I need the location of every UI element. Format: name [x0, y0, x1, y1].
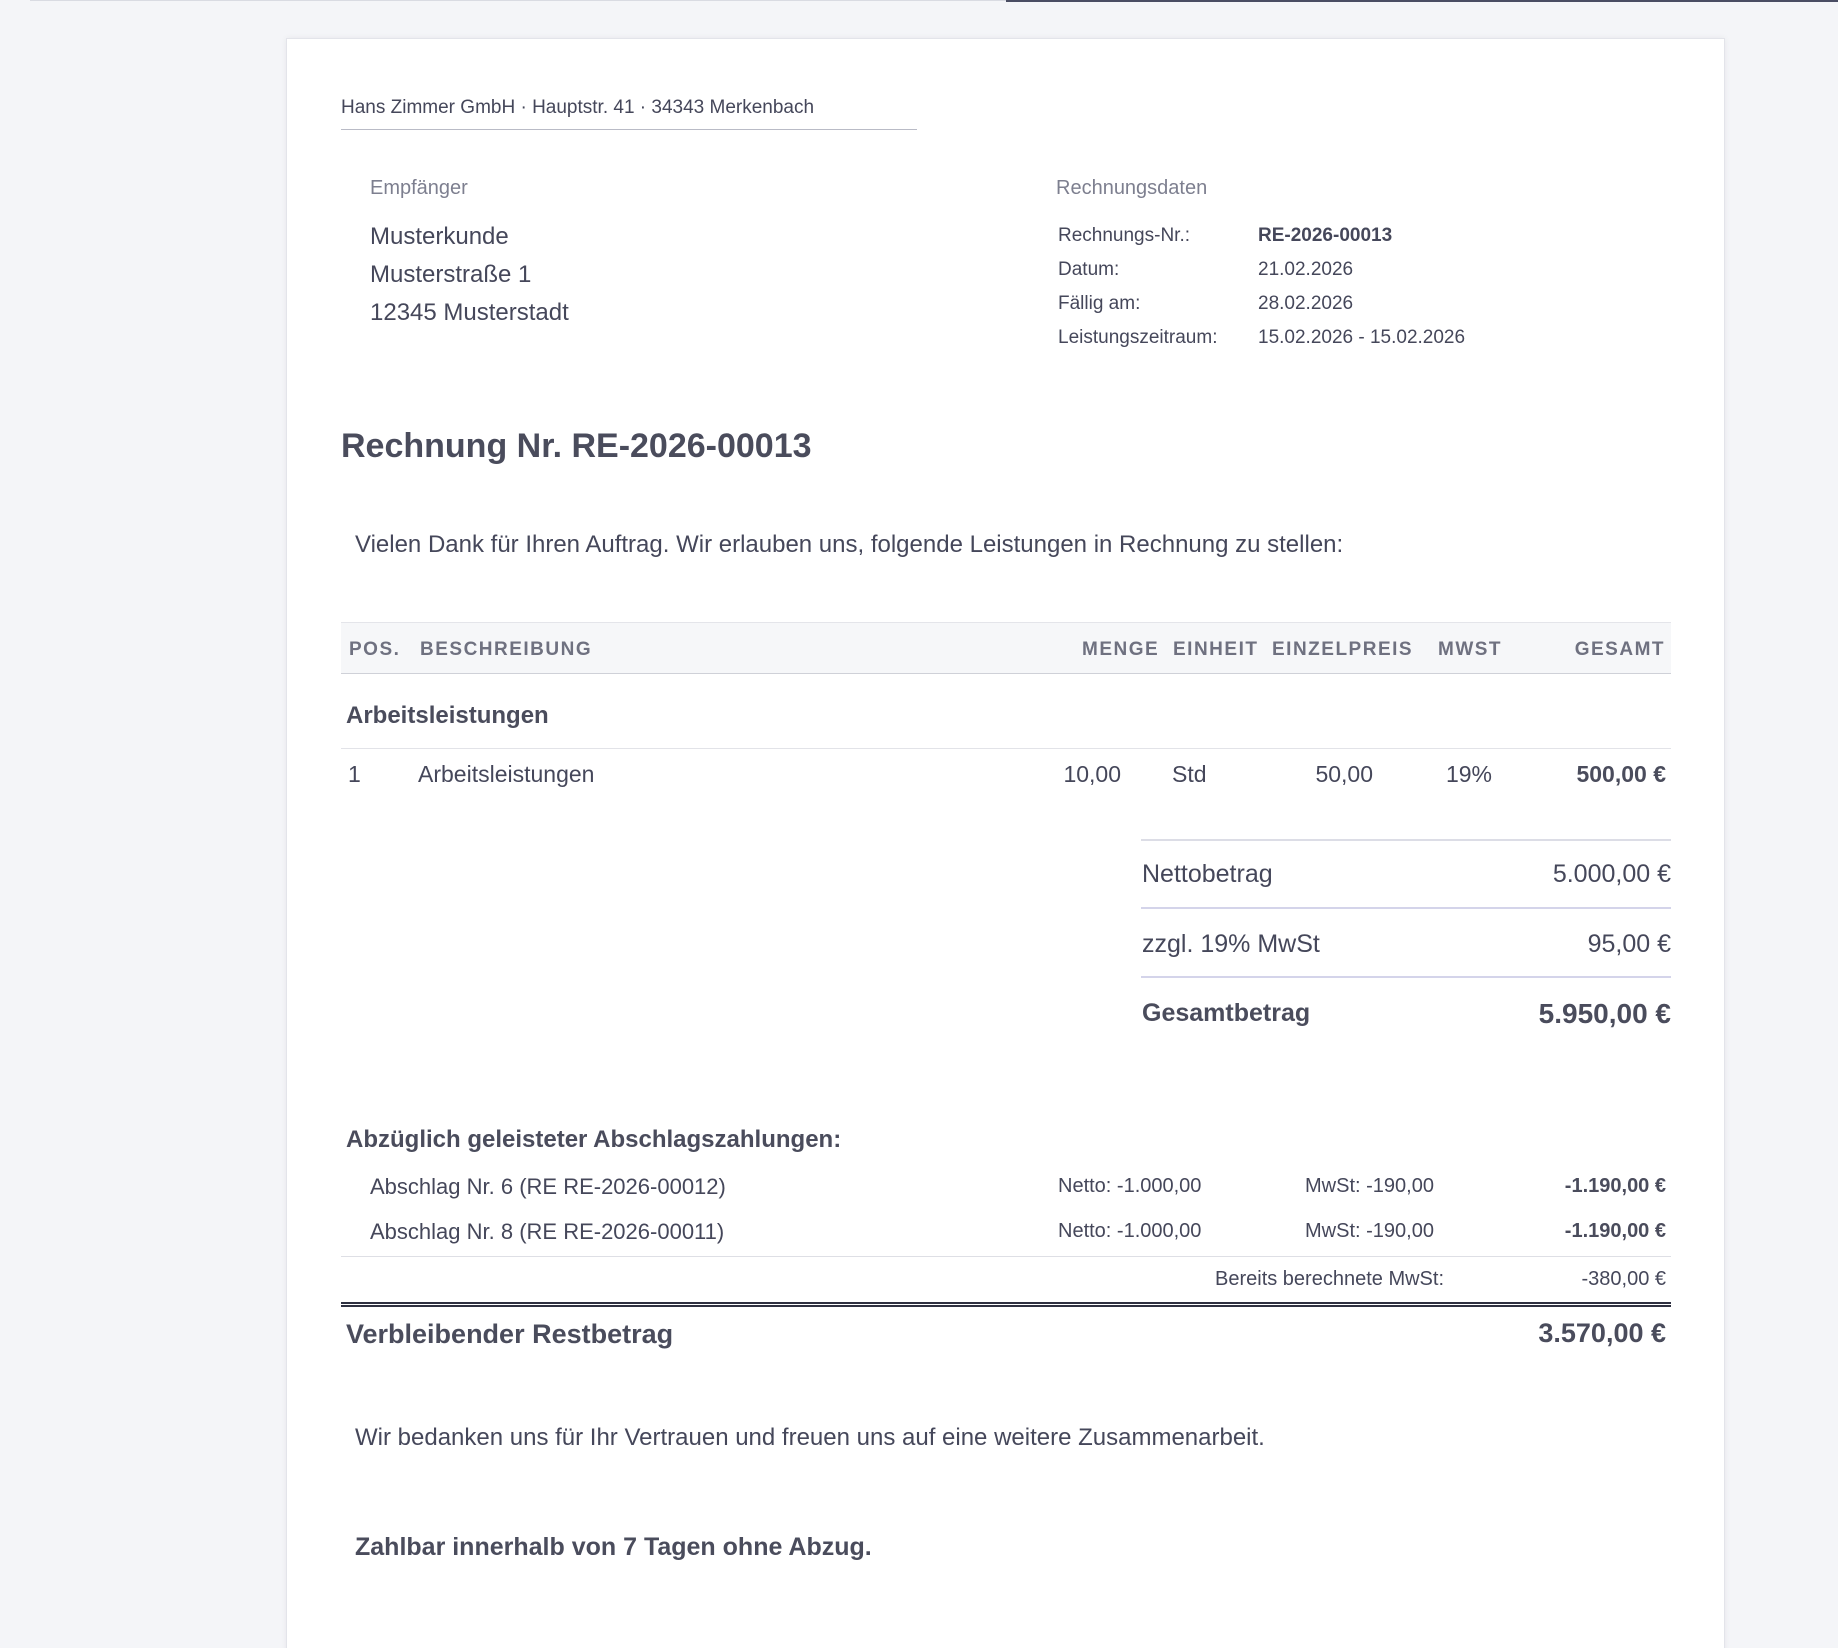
- col-quantity: MENGE: [1082, 639, 1160, 660]
- deduction-total: -1.190,00 €: [1564, 1220, 1666, 1242]
- summary-divider: [1141, 976, 1671, 978]
- meta-value: 15.02.2026 - 15.02.2026: [1258, 327, 1466, 348]
- meta-row-service-period: [1058, 327, 1538, 349]
- summary-divider: [1141, 907, 1671, 909]
- row-description: Arbeitsleistungen: [418, 761, 595, 787]
- vat-already-value: -380,00 €: [1581, 1268, 1666, 1290]
- sender-address-line: Hans Zimmer GmbH · Hauptstr. 41 · 34343 Merkenbach: [341, 97, 917, 130]
- top-divider: [30, 0, 1006, 1]
- col-unit-price: EINZELPREIS: [1272, 639, 1414, 660]
- table-header: [341, 622, 1671, 674]
- deduction-vat: MwSt: -190,00: [1305, 1220, 1434, 1242]
- meta-value: 28.02.2026: [1258, 293, 1354, 314]
- meta-row-invoice-number: [1058, 225, 1538, 247]
- meta-row-due-date: [1058, 293, 1538, 315]
- meta-row-date: [1058, 259, 1538, 281]
- deduction-vat: MwSt: -190,00: [1305, 1175, 1434, 1197]
- deductions-divider: [341, 1256, 1671, 1257]
- meta-key: Datum:: [1058, 259, 1120, 280]
- payment-terms: Zahlbar innerhalb von 7 Tagen ohne Abzug.: [355, 1533, 872, 1561]
- deduction-net: Netto: -1.000,00: [1058, 1220, 1202, 1242]
- row-unit: Std: [1172, 761, 1207, 787]
- intro-text: Vielen Dank für Ihren Auftrag. Wir erlauben uns, folgende Leistungen in Rechnung zu stellen:: [355, 531, 1344, 558]
- row-quantity: 10,00: [1063, 761, 1121, 787]
- invoice-page: [286, 38, 1725, 1648]
- meta-value: RE-2026-00013: [1258, 225, 1393, 246]
- closing-text: Wir bedanken uns für Ihr Vertrauen und freuen uns auf eine weitere Zusammenarbeit.: [355, 1424, 1265, 1451]
- col-total: GESAMT: [1574, 639, 1665, 660]
- net-value: 5.000,00 €: [1552, 860, 1671, 888]
- deductions-title: Abzüglich geleisteter Abschlagszahlungen:: [346, 1126, 842, 1153]
- deduction-label: Abschlag Nr. 8 (RE RE-2026-00011): [370, 1219, 725, 1244]
- total-double-rule: [341, 1302, 1671, 1307]
- meta-key: Leistungszeitraum:: [1058, 327, 1218, 348]
- gross-value: 5.950,00 €: [1538, 998, 1671, 1029]
- remaining-value: 3.570,00 €: [1538, 1318, 1666, 1348]
- recipient-name: Musterkunde: [370, 223, 509, 250]
- vat-already-label: Bereits berechnete MwSt:: [1215, 1268, 1444, 1290]
- col-vat: MWST: [1438, 639, 1503, 660]
- recipient-label: Empfänger: [370, 177, 468, 199]
- col-unit: EINHEIT: [1173, 639, 1259, 660]
- deduction-total: -1.190,00 €: [1564, 1175, 1666, 1197]
- invoice-data-label: Rechnungsdaten: [1056, 177, 1208, 199]
- net-label: Nettobetrag: [1142, 860, 1273, 888]
- meta-key: Rechnungs-Nr.:: [1058, 225, 1191, 246]
- row-total: 500,00 €: [1576, 761, 1666, 787]
- vat-value: 95,00 €: [1587, 930, 1671, 958]
- recipient-city: 12345 Musterstadt: [370, 299, 569, 326]
- deduction-net: Netto: -1.000,00: [1058, 1175, 1202, 1197]
- gross-label: Gesamtbetrag: [1142, 999, 1311, 1027]
- summary-divider-top: [1141, 839, 1671, 841]
- invoice-title: Rechnung Nr. RE-2026-00013: [341, 427, 812, 465]
- remaining-label: Verbleibender Restbetrag: [346, 1319, 674, 1349]
- row-unit-price: 50,00: [1315, 761, 1373, 787]
- vat-label: zzgl. 19% MwSt: [1142, 930, 1320, 958]
- col-pos: POS.: [349, 639, 401, 660]
- col-description: BESCHREIBUNG: [420, 639, 593, 660]
- recipient-street: Musterstraße 1: [370, 261, 532, 288]
- meta-value: 21.02.2026: [1258, 259, 1354, 280]
- deduction-label: Abschlag Nr. 6 (RE RE-2026-00012): [370, 1174, 726, 1199]
- row-pos: 1: [348, 761, 361, 787]
- group-title: Arbeitsleistungen: [346, 702, 549, 729]
- group-divider: [341, 748, 1671, 749]
- meta-key: Fällig am:: [1058, 293, 1141, 314]
- row-vat: 19%: [1445, 761, 1492, 787]
- top-accent-line: [1006, 0, 1838, 2]
